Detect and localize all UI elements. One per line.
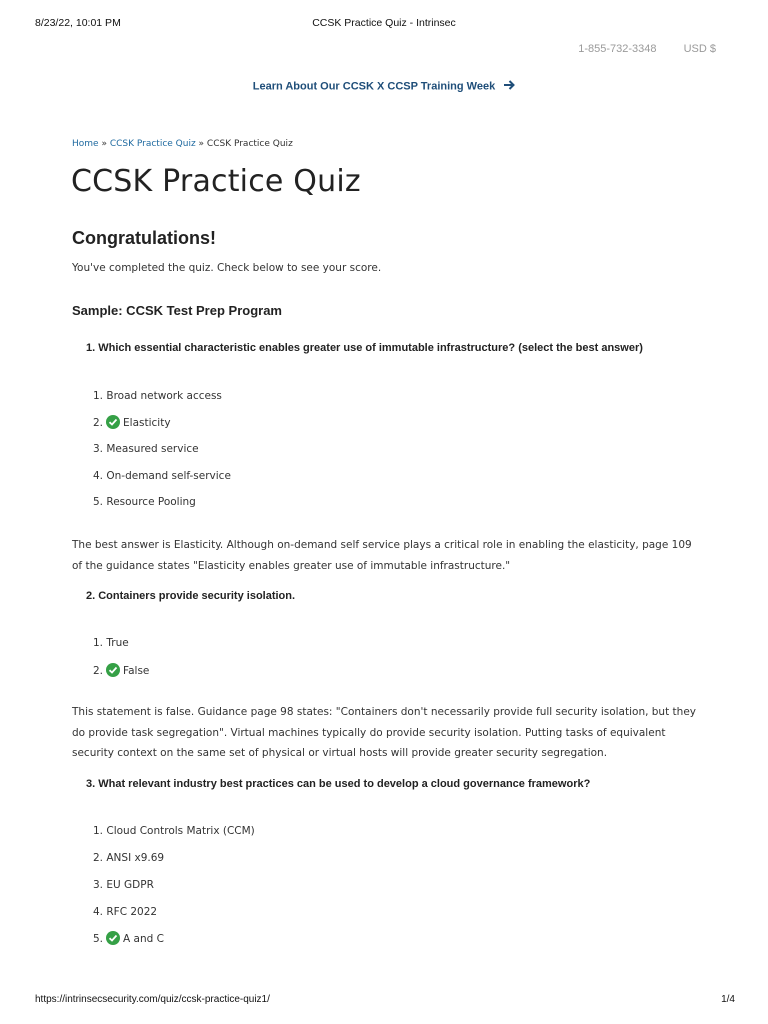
question-1: 1. Which essential characteristic enables greater use of immutable infrastructure? (select the best answer) — [86, 342, 643, 354]
explanation-line: The best answer is Elasticity. Although on-demand self service plays a critical role in enabling the elasticity, page 109 — [72, 539, 692, 551]
print-datetime: 8/23/22, 10:01 PM — [35, 17, 121, 29]
answer-label: Elasticity — [123, 417, 171, 429]
answer-label: Broad network access — [106, 390, 222, 402]
congratulations-heading: Congratulations! — [72, 228, 216, 248]
answer-item — [93, 441, 199, 457]
breadcrumb-home[interactable]: Home — [72, 139, 99, 149]
arrow-right-icon — [504, 80, 515, 93]
intro-text: You've completed the quiz. Check below to see your score. — [72, 262, 382, 274]
question-2: 2. Containers provide security isolation. — [86, 590, 296, 602]
answer-number: 4. — [93, 906, 104, 918]
breadcrumb-separator: » — [195, 139, 207, 149]
answer-label: Cloud Controls Matrix (CCM) — [106, 825, 255, 837]
answer-item-correct — [93, 663, 149, 679]
check-circle-icon — [106, 931, 120, 945]
breadcrumb-current: CCSK Practice Quiz — [206, 139, 293, 149]
page-title: CCSK Practice Quiz — [71, 164, 361, 199]
explanation-line: This statement is false. Guidance page 98 states: "Containers don't necessarily provide full security isolation, but they — [72, 706, 696, 718]
answer-number: 2. — [93, 417, 104, 429]
answer-number: 3. — [93, 443, 104, 455]
answer-number: 1. — [93, 637, 104, 649]
phone-link[interactable]: 1-855-732-3348 — [578, 43, 657, 55]
breadcrumb — [72, 139, 293, 149]
answer-number: 5. — [93, 933, 104, 945]
answer-number: 1. — [93, 390, 104, 402]
answer-item-correct — [93, 931, 164, 947]
promo-text: Learn About Our CCSK X CCSP Training Week — [252, 80, 496, 93]
answer-item — [93, 635, 129, 651]
print-page-number: 1/4 — [721, 994, 735, 1005]
question-3: 3. What relevant industry best practices can be used to develop a cloud governance framework? — [86, 778, 591, 790]
explanation-line: security context on the same set of physical or virtual hosts will provide greater security segregation. — [72, 747, 608, 759]
breadcrumb-separator: » — [98, 139, 110, 149]
answer-item — [93, 388, 222, 404]
answer-label: Resource Pooling — [106, 496, 196, 508]
answer-label: Measured service — [106, 443, 199, 455]
sample-heading: Sample: CCSK Test Prep Program — [72, 303, 282, 318]
explanation-line: of the guidance states "Elasticity enables greater use of immutable infrastructure." — [72, 559, 511, 572]
answer-label: A and C — [123, 933, 164, 945]
answer-label: RFC 2022 — [106, 906, 158, 918]
check-circle-icon — [106, 415, 120, 429]
explanation-line: do provide task segregation". Virtual machines typically do provide security isolation. Putting tasks of equivalent — [72, 726, 666, 739]
answer-label: EU GDPR — [106, 879, 154, 891]
answer-item — [93, 904, 157, 920]
answer-number: 3. — [93, 879, 104, 891]
answer-item — [93, 877, 154, 893]
answer-number: 5. — [93, 496, 104, 508]
top-bar — [554, 43, 716, 55]
promo-banner-link[interactable] — [0, 80, 768, 93]
explanation-1 — [72, 535, 697, 576]
print-url: https://intrinsecsecurity.com/quiz/ccsk-practice-quiz1/ — [35, 994, 270, 1005]
answer-label: ANSI x9.69 — [106, 852, 165, 864]
answer-item — [93, 494, 196, 510]
answer-item — [93, 823, 255, 839]
answer-number: 2. — [93, 852, 104, 864]
currency-selector[interactable]: USD $ — [683, 43, 716, 55]
explanation-2 — [72, 702, 697, 764]
answer-number: 4. — [93, 470, 104, 482]
breadcrumb-quiz[interactable]: CCSK Practice Quiz — [109, 139, 196, 149]
answer-label: True — [106, 637, 129, 649]
answer-item — [93, 850, 164, 866]
answer-number: 2. — [93, 665, 104, 677]
answer-item-correct — [93, 415, 171, 431]
answer-label: On-demand self-service — [106, 470, 231, 482]
answer-label: False — [123, 665, 150, 677]
check-circle-icon — [106, 663, 120, 677]
print-title: CCSK Practice Quiz - Intrinsec — [312, 17, 456, 29]
answer-number: 1. — [93, 825, 104, 837]
answer-item — [93, 468, 231, 484]
